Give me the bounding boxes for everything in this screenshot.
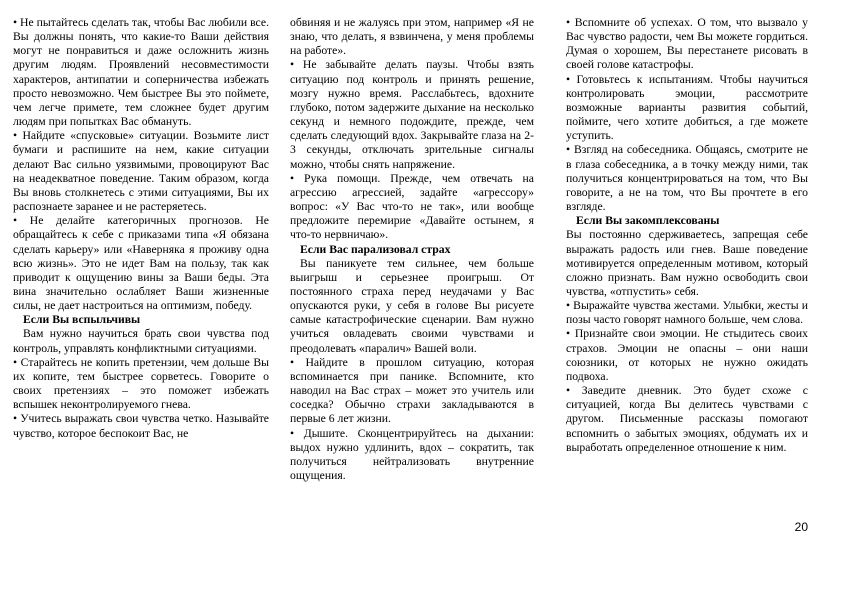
bullet-paragraph: • Взгляд на собеседника. Общаясь, смотрите не в глаза собеседника, а в точку между ними, так получиться концентрироваться на том, что Вы говорите, а не на том, что Вы прочтете в его взгляде. [566, 143, 808, 214]
bullet-paragraph: • Учитесь выражать свои чувства четко. Называйте чувство, которое беспокоит Вас, не [13, 412, 269, 440]
bullet-paragraph: • Готовьтесь к испытаниям. Чтобы научиться контролировать эмоции, рассмотрите возможные варианты развития событий, поймите, чего хотите добиться, а где можете уступить. [566, 72, 808, 143]
bullet-paragraph: • Признайте свои эмоции. Не стыдитесь своих страхов. Эмоции не опасны – они наши союзники, от которых не нужно ожидать подвоха. [566, 327, 808, 383]
bullet-paragraph: обвиняя и не жалуясь при этом, например «Я не знаю, что делать, я взвинчена, у меня проблемы на работе». [290, 16, 534, 58]
bullet-paragraph: • Найдите «спусковые» ситуации. Возьмите лист бумаги и распишите на нем, какие ситуации делают Вас сильно уязвимыми, провоцируют Вас на неадекватное поведение. Таким образом, когда Вы вновь столкнетесь с этими ситуациями, Вы их распознаете заранее и не растеряетесь. [13, 129, 269, 214]
bullet-paragraph: • Не делайте категоричных прогнозов. Не обращайтесь к себе с приказами типа «Я обязана сделать карьеру» или «Наверняка я проживу одна всю жизнь». Это не идет Вам на пользу, так как приводит к ощущению вины за Ваши беды. Эта вина значительно ослабляет Ваши жизненные силы, не дает настроиться на оптимизм, победу. [13, 214, 269, 313]
section-heading: Если Вас парализовал страх [300, 242, 451, 256]
bullet-paragraph: • Заведите дневник. Это будет схоже с ситуацией, когда Вы делитесь чувствами с другом. Письменные рассказы помогают вспомнить о забытых эмоциях, обдумать их и выработать определенное отношение к ним. [566, 384, 808, 454]
paragraph: Вам нужно научиться брать свои чувства под контроль, управлять конфликтными ситуациями. [13, 327, 269, 355]
text-column-left [13, 16, 269, 441]
text-column-middle [290, 16, 534, 483]
section-heading: Если Вы вспыльчивы [23, 313, 141, 327]
bullet-paragraph: • Не забывайте делать паузы. Чтобы взять ситуацию под контроль и принять решение, мозгу нужно время. Расслабьтесь, вдохните глубоко, потом задержите дыхание на несколько секунд и немного подождите, прежде, чем сделать следующий вдох. Закрывайте глаза на 2-3 секунды, отключать зрительные сигналы можно, чтобы снять напряжение. [290, 58, 534, 171]
paragraph: Вы паникуете тем сильнее, чем больше выигрыш и серьезнее проигрыш. От постоянного страха перед неудачами у Вас опускаются руки, у себя в голове Вы рисуете самые катастрофические сценарии. Вам нужно учиться овладевать своими чувствами и преодолевать «паралич» Вашей воли. [290, 256, 534, 355]
bullet-paragraph: • Старайтесь не копить претензии, чем дольше Вы их копите, тем быстрее сорветесь. Говорите о своих претензиях – это поможет избежать вспышек неконтролируемого гнева. [13, 355, 269, 412]
bullet-paragraph: • Выражайте чувства жестами. Улыбки, жесты и позы часто говорят намного больше, чем слова. [566, 299, 808, 327]
bullet-paragraph: • Рука помощи. Прежде, чем отвечать на агрессию агрессией, задайте «агрессору» вопрос: «У Вас что-то не так», или вообще предложите перемирие «Давайте остынем, я что-то нервничаю». [290, 171, 534, 242]
page-number: 20 [794, 520, 808, 534]
paragraph: Вы постоянно сдерживаетесь, запрещая себе выражать радость или гнев. Ваше поведение мотивируется определенным мотивом, который сложно признать. Вам нужно освободить свои чувства, «отпустить» себя. [566, 228, 808, 298]
bullet-paragraph: • Найдите в прошлом ситуацию, которая вспоминается при панике. Вспомните, кто наводил на Вас страх – может это учитель или соседка? Обычно страхи закладываются в первые 6 лет жизни. [290, 355, 534, 426]
bullet-paragraph: • Дышите. Сконцентрируйтесь на дыхании: выдох нужно удлинить, вдох – сократить, так получиться нейтрализовать внутренние ощущения. [290, 426, 534, 482]
text-column-right [566, 16, 808, 455]
bullet-paragraph: • Вспомните об успехах. О том, что вызвало у Вас чувство радости, чем Вы можете гордиться. Думая о хорошем, Вы перестанете рисовать в своей голове катастрофы. [566, 16, 808, 72]
section-heading: Если Вы закомплексованы [576, 214, 720, 228]
bullet-paragraph: • Не пытайтесь сделать так, чтобы Вас любили все. Вы должны понять, что какие-то Ваши действия могут не понравиться и даже осложнить жизнь другим людям. Проявлений несовместимости характеров, антипатии и соперничества избежать просто невозможно. Чем быстрее Вы это поймете, чем легче примете, тем сложнее будет другим людям при попытках Вас обмануть. [13, 16, 269, 129]
